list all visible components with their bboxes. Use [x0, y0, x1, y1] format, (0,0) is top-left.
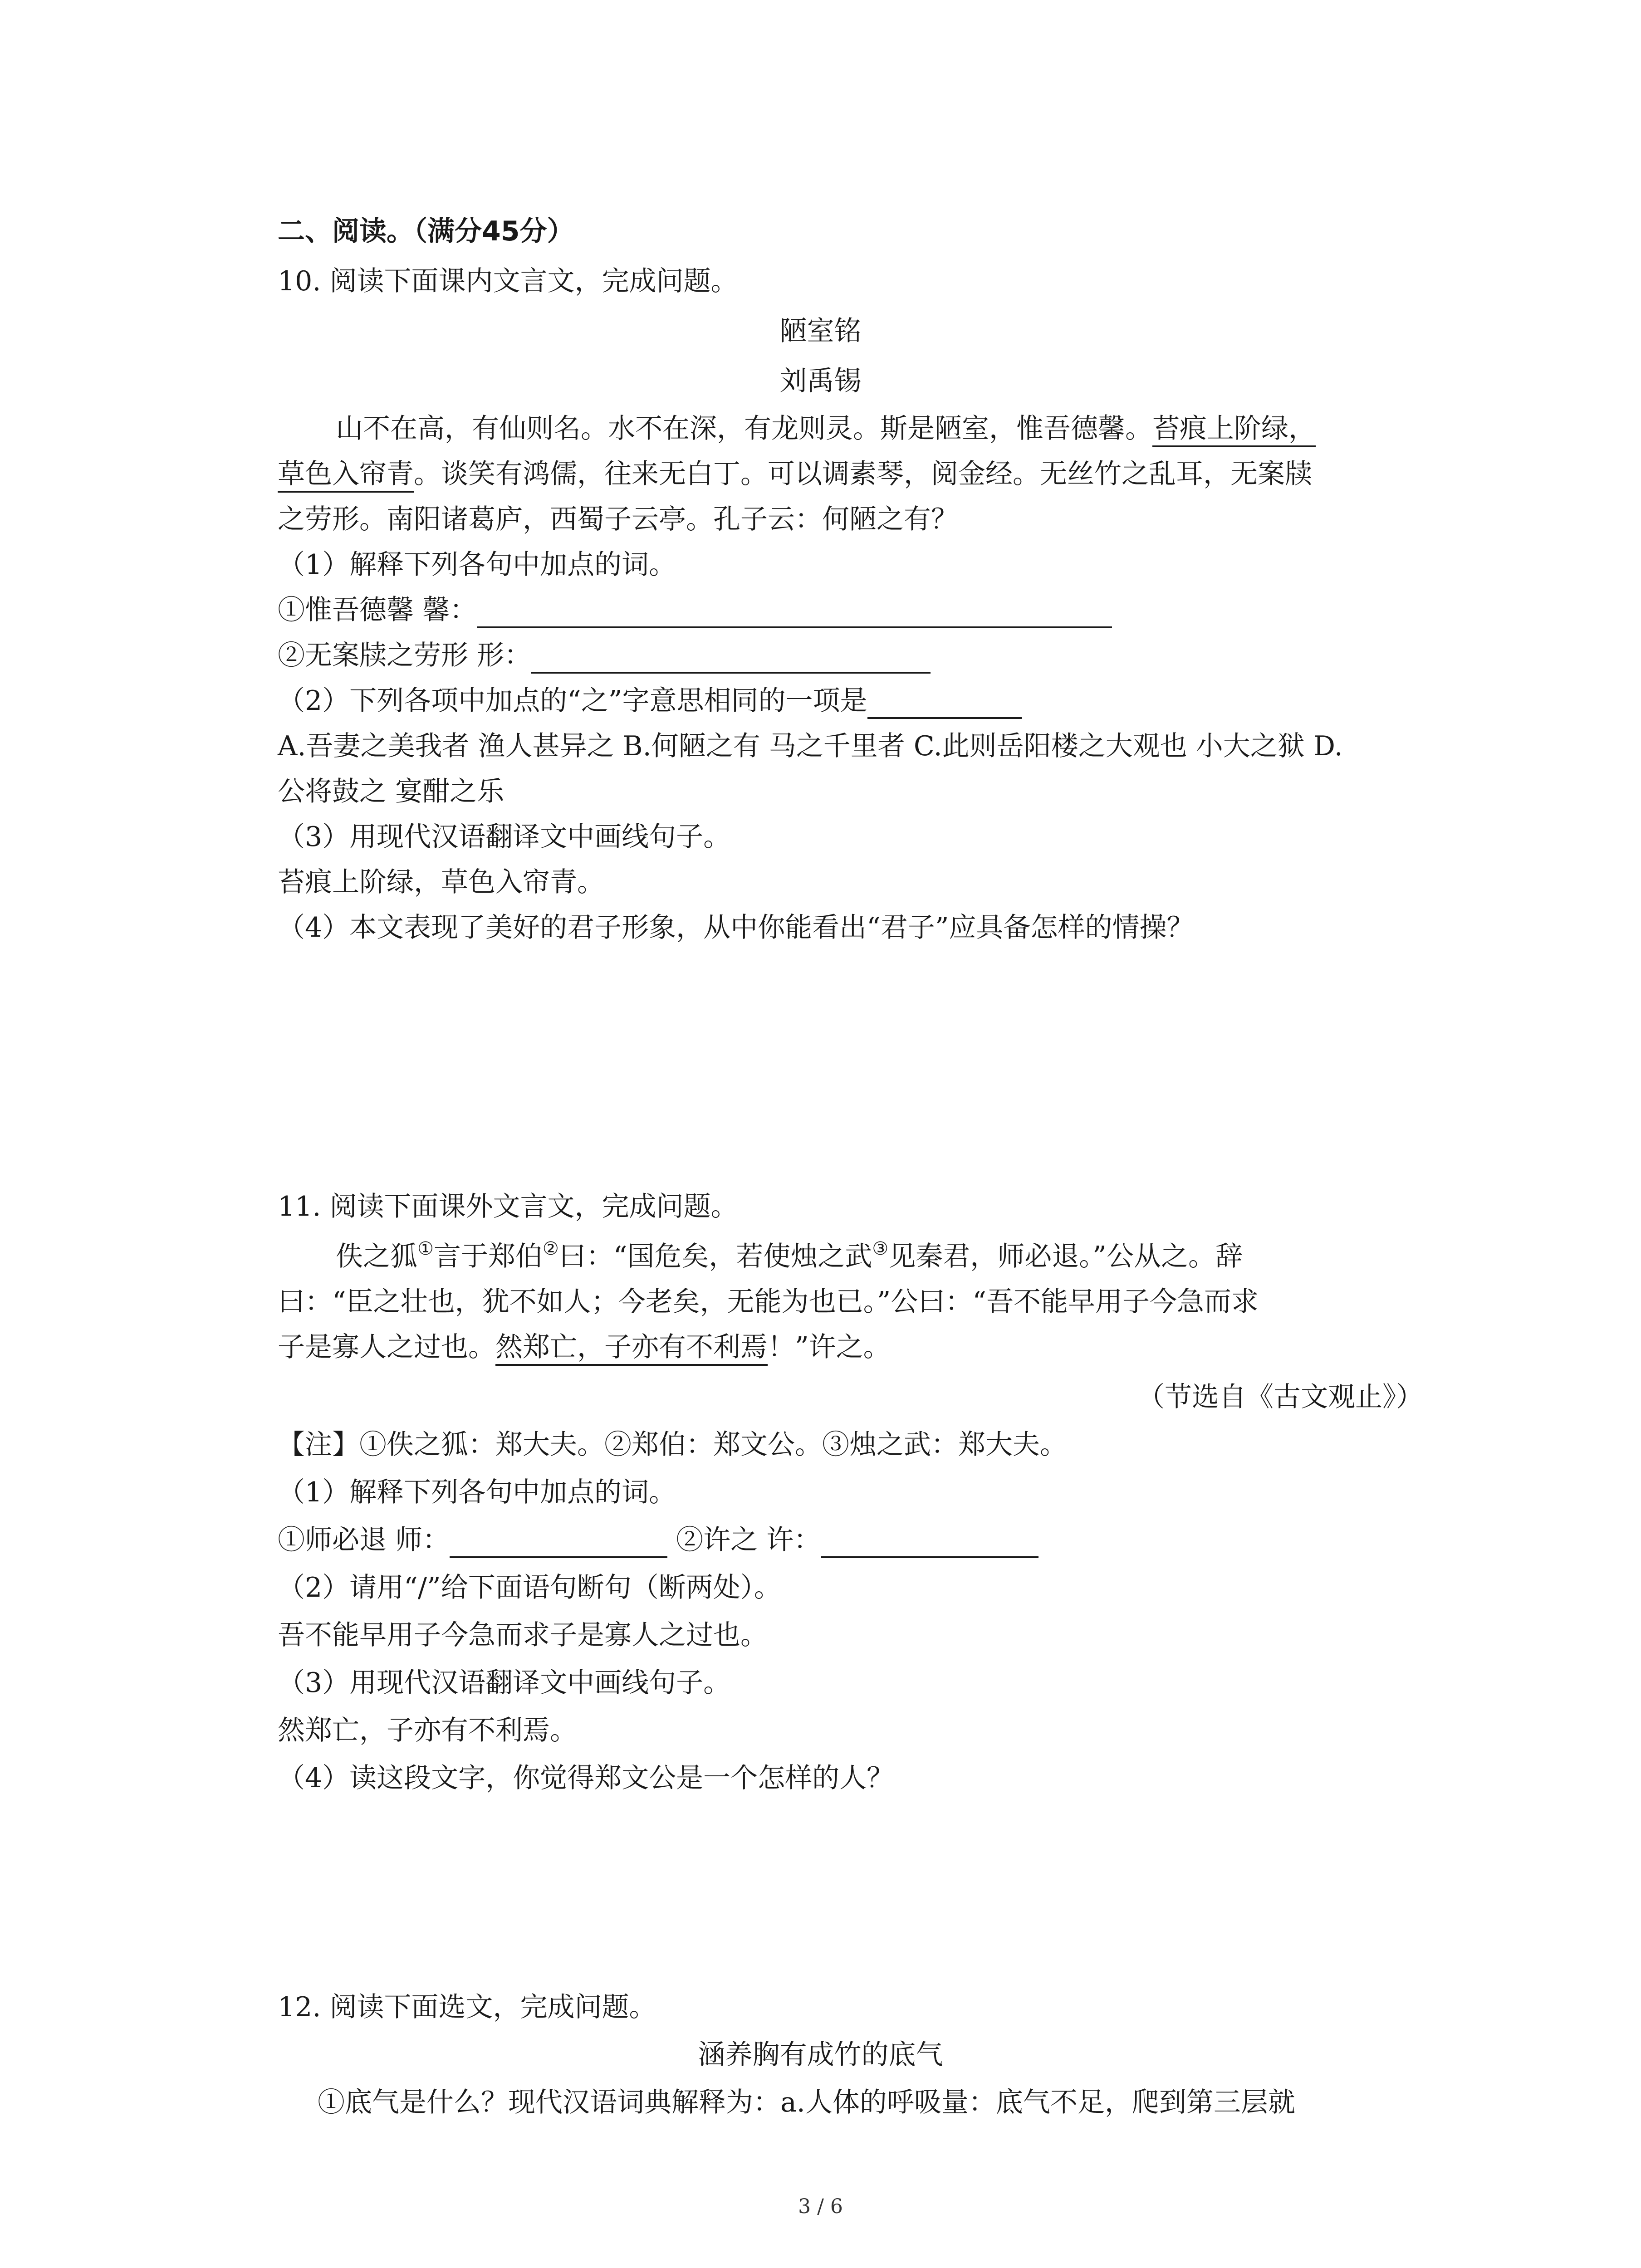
q11-para2: 曰：“臣之壮也，犹不如人；今老矣，无能为也已。”公曰：“吾不能早用子今急而求 — [278, 1286, 1259, 1318]
q11-para3-b: ！”许之。 — [768, 1331, 891, 1363]
section-title: 二、阅读。（满分45分） — [278, 215, 574, 247]
q10-sub1-b-blank[interactable] — [531, 645, 931, 674]
q11-para1-c: 曰：“国危矣，若使烛之武 — [558, 1241, 872, 1272]
q10-para3: 之劳形。南阳诸葛庐，西蜀子云亭。孔子云：何陋之有？ — [278, 503, 958, 535]
q10-sub2-options-1: A.吾妻之美我者 渔人甚异之 B.何陋之有 马之千里者 C.此则岳阳楼之大观也 小大之狱 D. — [278, 730, 1343, 762]
q11-para1 — [336, 1238, 1243, 1275]
q10-sub2-options-2: 公将鼓之 宴酣之乐 — [278, 776, 505, 807]
q11-sub4: （4）读这段文字，你觉得郑文公是一个怎样的人？ — [278, 1762, 894, 1794]
q10-para2 — [278, 456, 1312, 492]
q11-sub1-b-blank[interactable] — [821, 1529, 1038, 1558]
q10-sub2 — [278, 683, 1022, 719]
q11-sub3: （3）用现代汉语翻译文中画线句子。 — [278, 1667, 731, 1699]
q11-sub2-sentence: 吾不能早用子今急而求子是寡人之过也。 — [278, 1619, 768, 1651]
q10-sub1: （1）解释下列各句中加点的词。 — [278, 549, 676, 581]
q10-para1 — [336, 411, 1316, 447]
q11-note-marker-2: ② — [542, 1238, 559, 1259]
q11-note: 【注】①佚之狐：郑大夫。②郑伯：郑文公。③烛之武：郑大夫。 — [278, 1429, 1067, 1461]
q11-underlined: 然郑亡，子亦有不利焉 — [495, 1331, 768, 1366]
q10-sub1-a-blank[interactable] — [477, 599, 1112, 628]
q11-note-marker-3: ③ — [872, 1238, 889, 1259]
q11-source: （节选自《古文观止》） — [1137, 1381, 1423, 1413]
q11-sub1-b-label: ②许之 许： — [676, 1524, 821, 1556]
q11-para1-a: 佚之狐 — [336, 1241, 417, 1272]
q10-sub1-b-label: ②无案牍之劳形 形： — [278, 640, 532, 671]
q11-stem: 11. 阅读下面课外文言文，完成问题。 — [278, 1191, 738, 1222]
q11-sub1-row — [278, 1522, 1038, 1558]
q10-sub4: （4）本文表现了美好的君子形象，从中你能看出“君子”应具备怎样的情操？ — [278, 912, 1194, 943]
q11-note-marker-1: ① — [417, 1238, 434, 1259]
q11-para1-b: 言于郑伯 — [433, 1241, 543, 1272]
q10-sub3-sentence: 苔痕上阶绿，草色入帘青。 — [278, 866, 604, 898]
q11-sub1-a-blank[interactable] — [450, 1529, 667, 1558]
q10-sub1-a — [278, 592, 1112, 628]
page-number: 3 / 6 — [798, 2195, 843, 2218]
q11-sub3-sentence: 然郑亡，子亦有不利焉。 — [278, 1715, 577, 1746]
q12-para1: ①底气是什么？现代汉语词典解释为：a.人体的呼吸量：底气不足，爬到第三层就 — [318, 2087, 1295, 2118]
q10-sub3: （3）用现代汉语翻译文中画线句子。 — [278, 821, 731, 853]
q10-sub1-b — [278, 637, 931, 674]
q11-para3-a: 子是寡人之过也。 — [278, 1331, 495, 1363]
q10-poem-title: 陋室铭 — [779, 315, 862, 347]
q11-sub1-a-label: ①师必退 师： — [278, 1524, 450, 1556]
q10-underlined-1: 苔痕上阶绿， — [1152, 413, 1316, 447]
q11-para1-d: 见秦君，师必退。”公从之。辞 — [888, 1241, 1243, 1272]
q12-stem: 12. 阅读下面选文，完成问题。 — [278, 1991, 656, 2023]
q11-para3 — [278, 1329, 891, 1365]
q10-sub2-text: （2）下列各项中加点的“之”字意思相同的一项是 — [278, 685, 867, 717]
q11-sub2: （2）请用“/”给下面语句断句（断两处）。 — [278, 1572, 781, 1603]
q10-para2-text: 。谈笑有鸿儒，往来无白丁。可以调素琴，阅金经。无丝竹之乱耳，无案牍 — [414, 458, 1312, 490]
q10-sub1-a-label: ①惟吾德馨 馨： — [278, 594, 477, 626]
q10-sub2-blank[interactable] — [867, 690, 1022, 719]
q10-underlined-2: 草色入帘青 — [278, 458, 414, 493]
q12-title: 涵养胸有成竹的底气 — [698, 2039, 943, 2071]
q11-sub1: （1）解释下列各句中加点的词。 — [278, 1476, 676, 1508]
q10-para1-text: 山不在高，有仙则名。水不在深，有龙则灵。斯是陋室，惟吾德馨。 — [336, 413, 1152, 445]
q10-stem: 10. 阅读下面课内文言文，完成问题。 — [278, 265, 738, 297]
q10-author: 刘禹锡 — [779, 365, 862, 397]
